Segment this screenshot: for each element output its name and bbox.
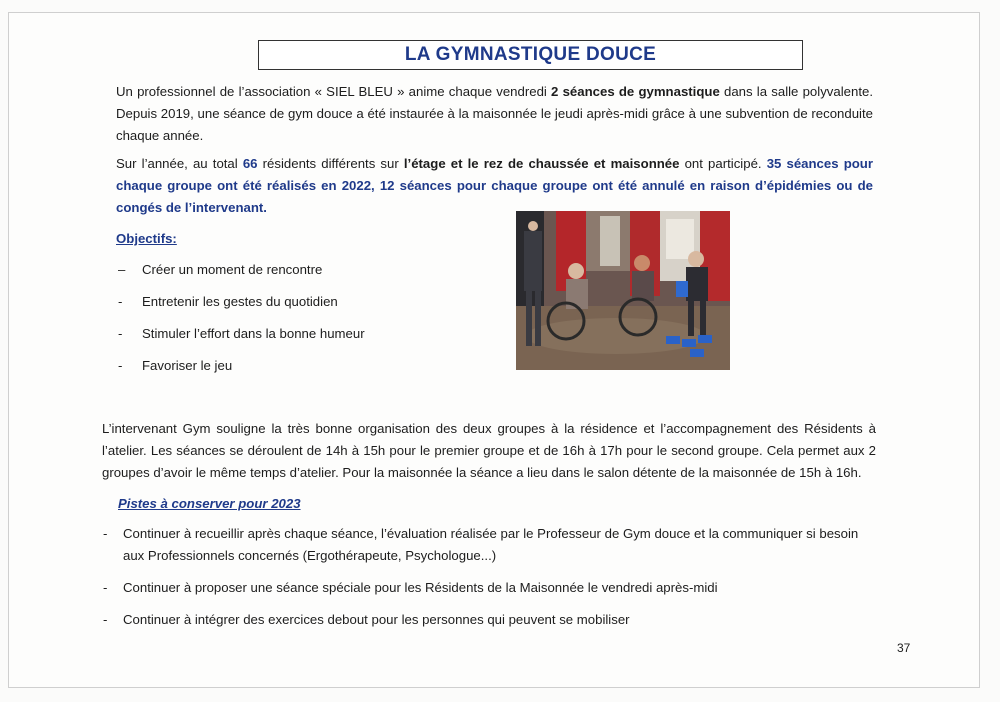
summary-paragraph: L’intervenant Gym souligne la très bonne organisation des deux groupes à la résidence et l’accompagnement des Résidents à l’atelier. Les séances se déroulent de 14h à 15h pour le premier groupe et de 16h à 17h pour le second groupe. Cela permet aux 2 groupes d’avoir le même temps d’atelier. Pour la maisonnée la séance a lieu dans le salon détente de la maisonnée de 15h à 16h. [102,421,876,480]
pistes-heading: Pistes à conserver pour 2023 [118,496,301,511]
gym-session-photo [516,211,730,370]
intro-paragraph-2: Sur l’année, au total 66 résidents différents sur l’étage et le rez de chaussée et maisonnée ont participé. 35 séances pour chaque groupe ont été réalisés en 2022, 12 séances pour chaque groupe ont été annulé en raison d’épidémies ou de congés de l’intervenant. [116,156,873,215]
page-number: 37 [897,641,911,655]
piste-item: - Continuer à proposer une séance spéciale pour les Résidents de la Maisonnée le vendredi après-midi [103,580,718,595]
piste-item: - Continuer à intégrer des exercices debout pour les personnes qui peuvent se mobiliser [103,612,630,627]
intro-paragraph-1: Un professionnel de l’association « SIEL BLEU » anime chaque vendredi 2 séances de gymnastique dans la salle polyvalente. Depuis 2019, une séance de gym douce a été instaurée à la maisonnée le jeudi après-midi grâce à une subvention de reconduite chaque année. [116,84,873,143]
title-box [258,40,803,70]
objectives-heading: Objectifs: [116,231,177,246]
objective-item: - Favoriser le jeu [118,358,233,373]
objective-item: – Créer un moment de rencontre [118,262,323,277]
page-title: LA GYMNASTIQUE DOUCE [404,44,657,65]
objective-item: - Stimuler l’effort dans la bonne humeur [118,326,365,341]
piste-item: - Continuer à recueillir après chaque séance, l’évaluation réalisée par le Professeur de Gym douce et la communiquer si besoin aux Professionnels concernés (Ergothérapeute, Psychologue...) [103,526,859,563]
objective-item: - Entretenir les gestes du quotidien [118,294,338,309]
